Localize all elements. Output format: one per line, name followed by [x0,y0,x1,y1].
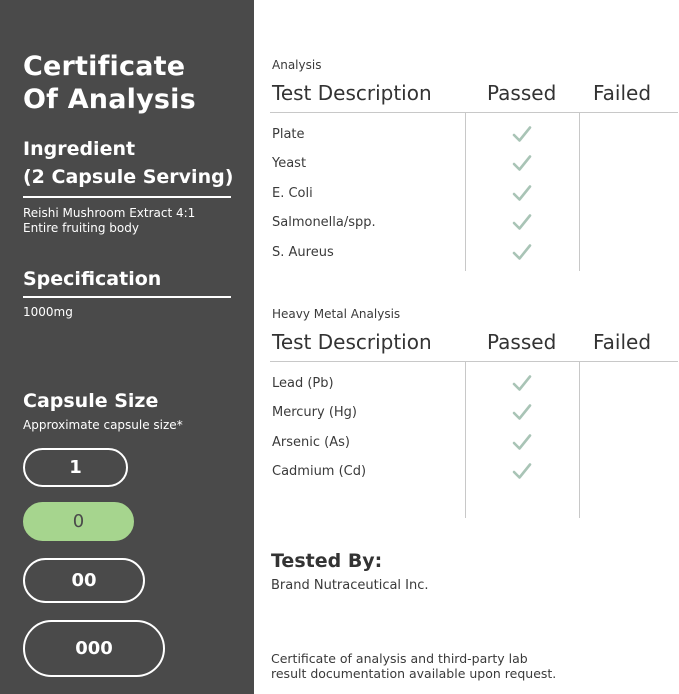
heavy-metal-header-passed: Passed [487,330,557,354]
certificate-title [23,50,243,116]
tested-by-heading: Tested By: [271,550,383,572]
analysis-row-e-coli: E. Coli [272,186,313,201]
analysis-row-yeast: Yeast [272,156,307,171]
heavy-metal-header-description: Test Description [272,330,432,354]
analysis-header-passed: Passed [487,81,557,105]
capsule-size-00 [23,558,145,603]
analysis-row-s-aureus: S. Aureus [272,245,334,260]
tested-by-value: Brand Nutraceutical Inc. [271,578,429,593]
analysis-header-failed: Failed [593,81,652,105]
left-panel [0,0,254,694]
certificate-title-line1: Certificate [23,51,186,82]
check-icon [512,462,532,480]
heavy-metal-header-failed: Failed [593,330,652,354]
capsule-size-heading: Capsule Size [23,390,159,412]
footnote [271,651,651,681]
ingredient-detail-line2: Entire fruiting body [23,221,139,235]
ingredient-heading-line1: Ingredient [23,138,136,160]
specification-heading: Specification [23,268,162,290]
capsule-size-label: 1 [69,457,82,478]
footnote-line1: Certificate of analysis and third-party lab [271,651,528,666]
capsule-size-label: 0 [72,511,85,532]
analysis-header-description: Test Description [272,81,432,105]
analysis-row-salmonella: Salmonella/spp. [272,215,376,230]
specification-divider [23,296,231,298]
heavy-metal-row-arsenic: Arsenic (As) [272,435,350,450]
footnote-line2: result documentation available upon request. [271,666,557,681]
check-icon [512,213,532,231]
check-icon [512,125,532,143]
ingredient-heading-line2: (2 Capsule Serving) [23,166,234,188]
capsule-size-subheading: Approximate capsule size* [23,418,183,432]
heavy-metal-header-divider [270,361,678,362]
heavy-metal-row-lead: Lead (Pb) [272,376,334,391]
capsule-size-1 [23,448,128,487]
capsule-size-label: 000 [75,638,113,659]
check-icon [512,154,532,172]
ingredient-heading [23,135,248,191]
heavy-metal-section-label: Heavy Metal Analysis [272,307,401,321]
capsule-size-0-selected [23,502,134,541]
capsule-size-000 [23,620,165,677]
heavy-metal-row-cadmium: Cadmium (Cd) [272,464,367,479]
ingredient-detail [23,206,248,236]
analysis-column-divider [579,113,580,271]
heavy-metal-column-divider [465,362,466,518]
heavy-metal-row-mercury: Mercury (Hg) [272,405,358,420]
ingredient-detail-line1: Reishi Mushroom Extract 4:1 [23,206,196,220]
check-icon [512,184,532,202]
analysis-row-plate: Plate [272,127,305,142]
ingredient-divider [23,196,231,198]
analysis-header-divider [270,112,678,113]
check-icon [512,374,532,392]
check-icon [512,243,532,261]
check-icon [512,403,532,421]
check-icon [512,433,532,451]
specification-value: 1000mg [23,305,73,319]
capsule-size-label: 00 [71,570,97,591]
heavy-metal-column-divider [579,362,580,518]
analysis-column-divider [465,113,466,271]
analysis-section-label: Analysis [272,58,322,72]
certificate-title-line2: Of Analysis [23,84,196,115]
